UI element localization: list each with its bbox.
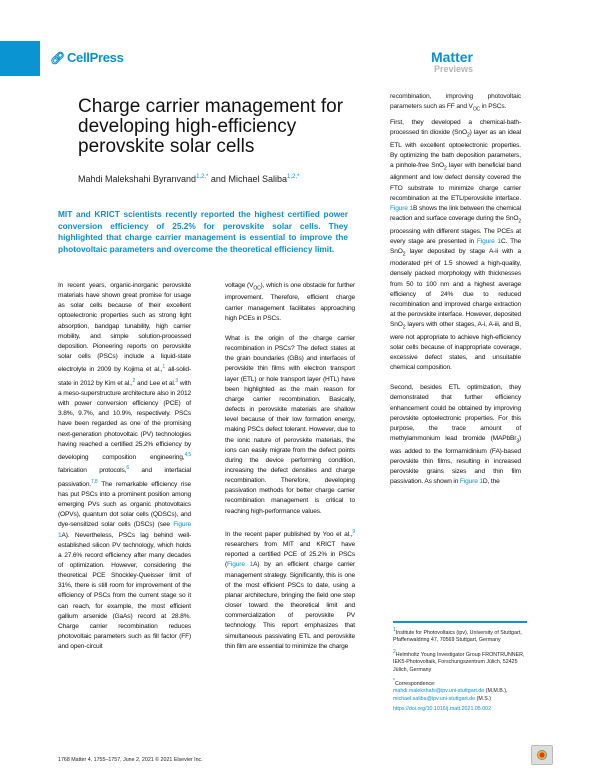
paragraph [225,281,355,324]
text: and Lee et al. [135,379,176,387]
paragraph: What is the origin of the charge carrier recombination in PSCs? The defect states at the grain boundaries (GBs) and interfaces of perovskite thin films with electron transport layer (ETL) or hole transport layer (HTL) have been highlighted as the main reason for charge carrier recombination. Basically, defects in perovskite materials are shallow level because of their low formation energy, making PSCs defect tolerant. However, due to the ionic nature of perovskite materials, the ions can easily migrate from the defect points during the device performing condition, increasing the defect densities and charge recombination. Therefore, developing passivation methods for better charge carrier recombination management is critical to reaching high-performance values. [225,334,355,515]
text: ) layer as an ideal ETL with excellent optoelectronic properties. By optimizing the bath deposition parameters, a pinhole-free SnO [390,129,521,169]
figure-link[interactable]: Figure 1 [227,561,254,569]
subscript: OC [253,285,261,292]
journal-branding [405,50,473,75]
reference-link[interactable]: 2 [132,377,136,384]
reference-link[interactable]: 6 [126,465,129,472]
subscript: 2 [466,132,470,139]
subscript: 2 [402,251,406,258]
correspondence-marker: * [393,678,395,685]
text: The remarkable efficiency rise has put PSCs into a prominent position among emerging PVs such as organic photovoltaics (OPVs), quantum dot solar cells (QDSCs), and dye-sensitized solar cells (DSCs) (see [58,480,191,529]
body-column-1 [58,281,191,662]
reference-link[interactable]: 9 [352,528,355,535]
figure-link[interactable]: Figure 1 [390,204,414,212]
subscript: 3 [516,438,519,445]
email-initials: (M.M.B.), [484,688,508,695]
publisher-name: CellPress [66,50,124,65]
doi [393,706,533,714]
email-initials: (M.S.) [475,695,492,702]
check-for-updates-button[interactable] [531,745,553,765]
text: recombination, improving photovoltaic parameters such as FF and V [390,93,521,111]
text: A) by an efficient charge carrier management strategy. Significantly, this is one of the most efficient PSCs to date, using a planar architecture, bringing the field one step closer toward the theoretical limit and commercialization of perovskite PV technology. This report emphasizes that simultaneous passivating ETL and perovskite thin film are essential to minimize the charge [225,561,355,650]
text: with a meso-superstructure architecture also in 2012 with power conversion efficiency (PCE) of 3.8%, 9.7%, and 10.9%, respectively. PSCs have been regarded as one of the promising next-generation photovoltaic (PV) technologies having reached a certified 25.2% efficiency by developing composition engineering, [58,379,191,462]
check-for-updates-icon [537,750,547,760]
author-1: Mahdi Malekshahi Byranvand [78,174,197,184]
doi-link[interactable]: https://doi.org/10.1016/j.matt.2021.05.002 [393,706,492,713]
text: First, they developed a chemical-bath-processed tin dioxide (SnO [390,119,521,137]
text: researchers from MIT and KRICT have reported a certified PCE of 25.2% in PSCs ( [225,541,355,569]
journal-section: Previews [433,64,473,74]
page-footer: 1768 Matter 4, 1755–1757, June 2, 2021 © 2021 Elsevier Inc. [58,757,203,763]
text: B shows the link between the chemical reaction and surface coverage during the SnO [390,204,522,223]
text: all-solid-state in 2012 by Kim et al., [58,366,191,387]
text: ) was added to the formamidinium (FA)-based perovskite thin films, resulting in increased perovskite grains sizes and thin film passivation. As shown in [390,435,521,486]
figure-link[interactable]: Figure 1 [58,521,191,539]
publisher-logo [50,50,124,65]
affiliation-2 [393,649,533,674]
paragraph [390,118,521,373]
body-column-3 [390,118,521,497]
text: processing with different stages. The PCEs at every stage are presented in [390,227,521,245]
text: A). Nevertheless, PSCs lag behind well-established silicon PV technology, which holds a 27.6% record efficiency after many decades of optimization. However, considering the theoretical PCE Shockley-Queisser limit of 31%, there is still room for improvement of the efficiency of PSCs from the current stage so it can reach, for example, the most efficient gallium arsenide (GaAs) record at 28.8%. Charge carrier recombination reduces photovoltaic parameters such as fill factor (FF) and open-circuit [58,531,191,651]
paragraph [58,281,191,652]
affiliation-text: Helmholtz Young Investigator Group FRONTRUNNER, IEK5-Photovoltaik, Forschungszentrum Jülich, 52425 Jülich, Germany [393,651,525,673]
author-list [78,174,299,184]
text: layer with beneficial band alignment and low defect density covered the FTO substrate to minimize charge carrier recombination at the ETL/perovskite interface. [390,161,522,202]
text: In recent years, organic-inorganic perovskite materials have shown great promise for usage as solar cells because of their excellent optoelectronic properties such as strong light absorption, bandgap tunability, high carrier mobility, and simple solution-processed deposition. Pioneering reports on perovskite solar cells (PSCs) include a liquid-state electrolyte in 2009 by Kojima et al., [58,282,191,374]
paragraph [390,383,521,487]
subscript: 2 [402,324,406,331]
text: In the recent paper published by Yoo et al., [225,530,353,538]
text: C. The SnO [390,237,521,255]
text: and interfacial passivation. [58,467,191,488]
text: in PSCs. [480,103,507,111]
paragraph [225,527,355,652]
body-column-3-continuation [390,92,521,115]
author-2: Michael Saliba [228,174,287,184]
cellpress-logo-icon: 🔗︎ [50,51,65,65]
article-title: Charge carrier management for developing high-efficiency perovskite solar cells [78,96,344,157]
affiliation-marker: 2 [393,648,396,655]
figure-link[interactable]: Figure 1 [476,237,502,245]
subscript: 2 [518,218,521,225]
reference-link[interactable]: 3 [175,377,179,384]
footnote-divider [393,621,527,623]
author-1-affiliation: 1,2,* [196,174,209,180]
correspondence [393,678,533,703]
text: Second, besides ETL optimization, they demonstrated that further efficiency enhancement could be obtained by improving perovskite optoelectronic properties. For this purpose, the trace amount of methylammonium lead bromide (MAPbBr [390,384,521,443]
subscript: OC [472,106,481,113]
affiliation-1 [393,627,533,645]
text: voltage (V [225,282,254,289]
affiliation-marker: 1 [393,627,396,633]
email-link-2[interactable]: michael.saliba@ipv.uni-stuttgart.de [393,695,476,702]
text: layers with other stages, A-i, A-iii, and B, were not appropriate to achieve high-efficiency solar cells because of inappropriate coverage, excessive defect states, and unsuitable chemical composition. [390,321,521,372]
reference-link[interactable]: 1 [162,364,165,371]
text: ), which is one obstacle for further improvement. Therefore, efficient charge carrier management facilitates approaching high PCEs in PSCs. [225,282,355,322]
text: layer deposited by stage A-ii with a moderated pH of 1.5 showed a high-quality, densely packed morphology with thicknesses from 50 to 100 nm and a highest average efficiency of 24% due to reduced recombination and improved charge extraction at the perovskite interface. However, deposited SnO [390,247,521,329]
text: fabrication protocols, [58,467,127,475]
reference-link[interactable]: 4,5 [184,451,191,458]
body-column-2 [225,281,355,662]
author-2-affiliation: 1,2,* [286,174,300,180]
reference-link[interactable]: 7,8 [91,478,98,485]
email-link-1[interactable]: mahdi.malekshahi@ipv.uni-stuttgart.de [393,688,485,695]
correspondence-label: Correspondence: [394,680,436,687]
abstract: MIT and KRICT scientists recently reported the highest certified power conversion efficiency of 25.2% for perovskite solar cells. They highlighted that charge carrier management is essential to improve the photovoltaic parameters and overcome the theoretical efficiency limit. [58,209,348,254]
brand-color-block [0,41,40,76]
text: D, the [482,478,500,486]
footnotes [393,627,533,718]
author-conjunction: and [208,174,229,184]
subscript: 2 [443,165,447,172]
journal-name: Matter [430,49,473,65]
figure-link[interactable]: Figure 1 [459,478,483,486]
affiliation-text: Institute for Photovoltaics (ipv), University of Stuttgart, Pfaffenwaldring 47, 70569 Stuttgart, Germany [393,629,522,644]
